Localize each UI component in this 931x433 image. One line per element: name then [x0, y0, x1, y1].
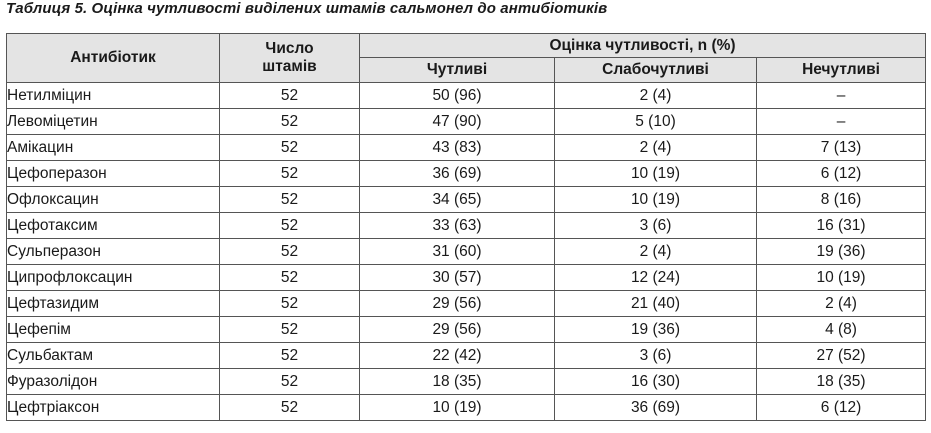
antibiotic-name-cell: Фуразолідон: [7, 369, 220, 395]
resistant-cell: 16 (31): [757, 213, 926, 239]
strain-count-cell: 52: [220, 109, 360, 135]
table-row: [7, 135, 926, 161]
moderately-sensitive-cell: 19 (36): [555, 317, 757, 343]
moderately-sensitive-cell: 2 (4): [555, 83, 757, 109]
strain-count-cell: 52: [220, 291, 360, 317]
sensitive-cell: 18 (35): [360, 369, 555, 395]
header-sensitivity-assessment: Оцінка чутливості, n (%): [360, 34, 926, 58]
table-row: [7, 291, 926, 317]
sensitive-cell: 34 (65): [360, 187, 555, 213]
antibiotic-name-cell: Цефтріаксон: [7, 395, 220, 421]
header-sensitive: Чутливі: [360, 58, 555, 83]
moderately-sensitive-cell: 21 (40): [555, 291, 757, 317]
table-body: [7, 83, 926, 421]
resistant-cell: 4 (8): [757, 317, 926, 343]
strain-count-cell: 52: [220, 395, 360, 421]
strain-count-cell: 52: [220, 187, 360, 213]
header-strain-count-label: Число штамів: [262, 40, 317, 75]
header-moderately-sensitive: Слабочутливі: [555, 58, 757, 83]
resistant-cell: 18 (35): [757, 369, 926, 395]
strain-count-cell: 52: [220, 265, 360, 291]
table-row: [7, 213, 926, 239]
antibiotic-name-cell: Сульбактам: [7, 343, 220, 369]
sensitive-cell: 31 (60): [360, 239, 555, 265]
moderately-sensitive-cell: 10 (19): [555, 161, 757, 187]
antibiotic-name-cell: Цефепім: [7, 317, 220, 343]
moderately-sensitive-cell: 16 (30): [555, 369, 757, 395]
resistant-cell: 27 (52): [757, 343, 926, 369]
strain-count-cell: 52: [220, 317, 360, 343]
antibiotic-name-cell: Левоміцетин: [7, 109, 220, 135]
table-row: [7, 317, 926, 343]
resistant-cell: 2 (4): [757, 291, 926, 317]
sensitive-cell: 22 (42): [360, 343, 555, 369]
table-row: [7, 109, 926, 135]
sensitive-cell: 43 (83): [360, 135, 555, 161]
moderately-sensitive-cell: 10 (19): [555, 187, 757, 213]
table-row: [7, 369, 926, 395]
strain-count-cell: 52: [220, 161, 360, 187]
moderately-sensitive-cell: 12 (24): [555, 265, 757, 291]
antibiotic-name-cell: Цефотаксим: [7, 213, 220, 239]
sensitive-cell: 10 (19): [360, 395, 555, 421]
table-row: [7, 343, 926, 369]
strain-count-cell: 52: [220, 369, 360, 395]
resistant-cell: –: [757, 83, 926, 109]
strain-count-cell: 52: [220, 83, 360, 109]
table-header: [7, 34, 926, 83]
antibiotic-name-cell: Цефоперазон: [7, 161, 220, 187]
sensitive-cell: 29 (56): [360, 317, 555, 343]
antibiotic-name-cell: Офлоксацин: [7, 187, 220, 213]
strain-count-cell: 52: [220, 135, 360, 161]
sensitive-cell: 36 (69): [360, 161, 555, 187]
antibiotic-sensitivity-table: [6, 33, 926, 421]
antibiotic-name-cell: Сульперазон: [7, 239, 220, 265]
antibiotic-name-cell: Ципрофлоксацин: [7, 265, 220, 291]
strain-count-cell: 52: [220, 213, 360, 239]
sensitive-cell: 33 (63): [360, 213, 555, 239]
sensitive-cell: 29 (56): [360, 291, 555, 317]
sensitive-cell: 30 (57): [360, 265, 555, 291]
table-caption: Таблиця 5. Оцінка чутливості виділених штамів сальмонел до антибіотиків: [6, 0, 608, 17]
resistant-cell: 19 (36): [757, 239, 926, 265]
strain-count-cell: 52: [220, 343, 360, 369]
resistant-cell: 6 (12): [757, 161, 926, 187]
resistant-cell: 7 (13): [757, 135, 926, 161]
table-row: [7, 187, 926, 213]
table-row: [7, 265, 926, 291]
moderately-sensitive-cell: 3 (6): [555, 343, 757, 369]
moderately-sensitive-cell: 36 (69): [555, 395, 757, 421]
sensitive-cell: 50 (96): [360, 83, 555, 109]
antibiotic-name-cell: Нетилміцин: [7, 83, 220, 109]
resistant-cell: 8 (16): [757, 187, 926, 213]
header-resistant: Нечутливі: [757, 58, 926, 83]
antibiotic-name-cell: Амікацин: [7, 135, 220, 161]
table-row: [7, 239, 926, 265]
resistant-cell: 10 (19): [757, 265, 926, 291]
moderately-sensitive-cell: 2 (4): [555, 239, 757, 265]
header-row: [7, 34, 926, 58]
sensitive-cell: 47 (90): [360, 109, 555, 135]
header-strain-count: [220, 34, 360, 83]
table-row: [7, 395, 926, 421]
moderately-sensitive-cell: 5 (10): [555, 109, 757, 135]
header-antibiotic: Антибіотик: [7, 34, 220, 83]
resistant-cell: 6 (12): [757, 395, 926, 421]
table-row: [7, 83, 926, 109]
table-row: [7, 161, 926, 187]
moderately-sensitive-cell: 2 (4): [555, 135, 757, 161]
antibiotic-name-cell: Цефтазидим: [7, 291, 220, 317]
moderately-sensitive-cell: 3 (6): [555, 213, 757, 239]
strain-count-cell: 52: [220, 239, 360, 265]
resistant-cell: –: [757, 109, 926, 135]
